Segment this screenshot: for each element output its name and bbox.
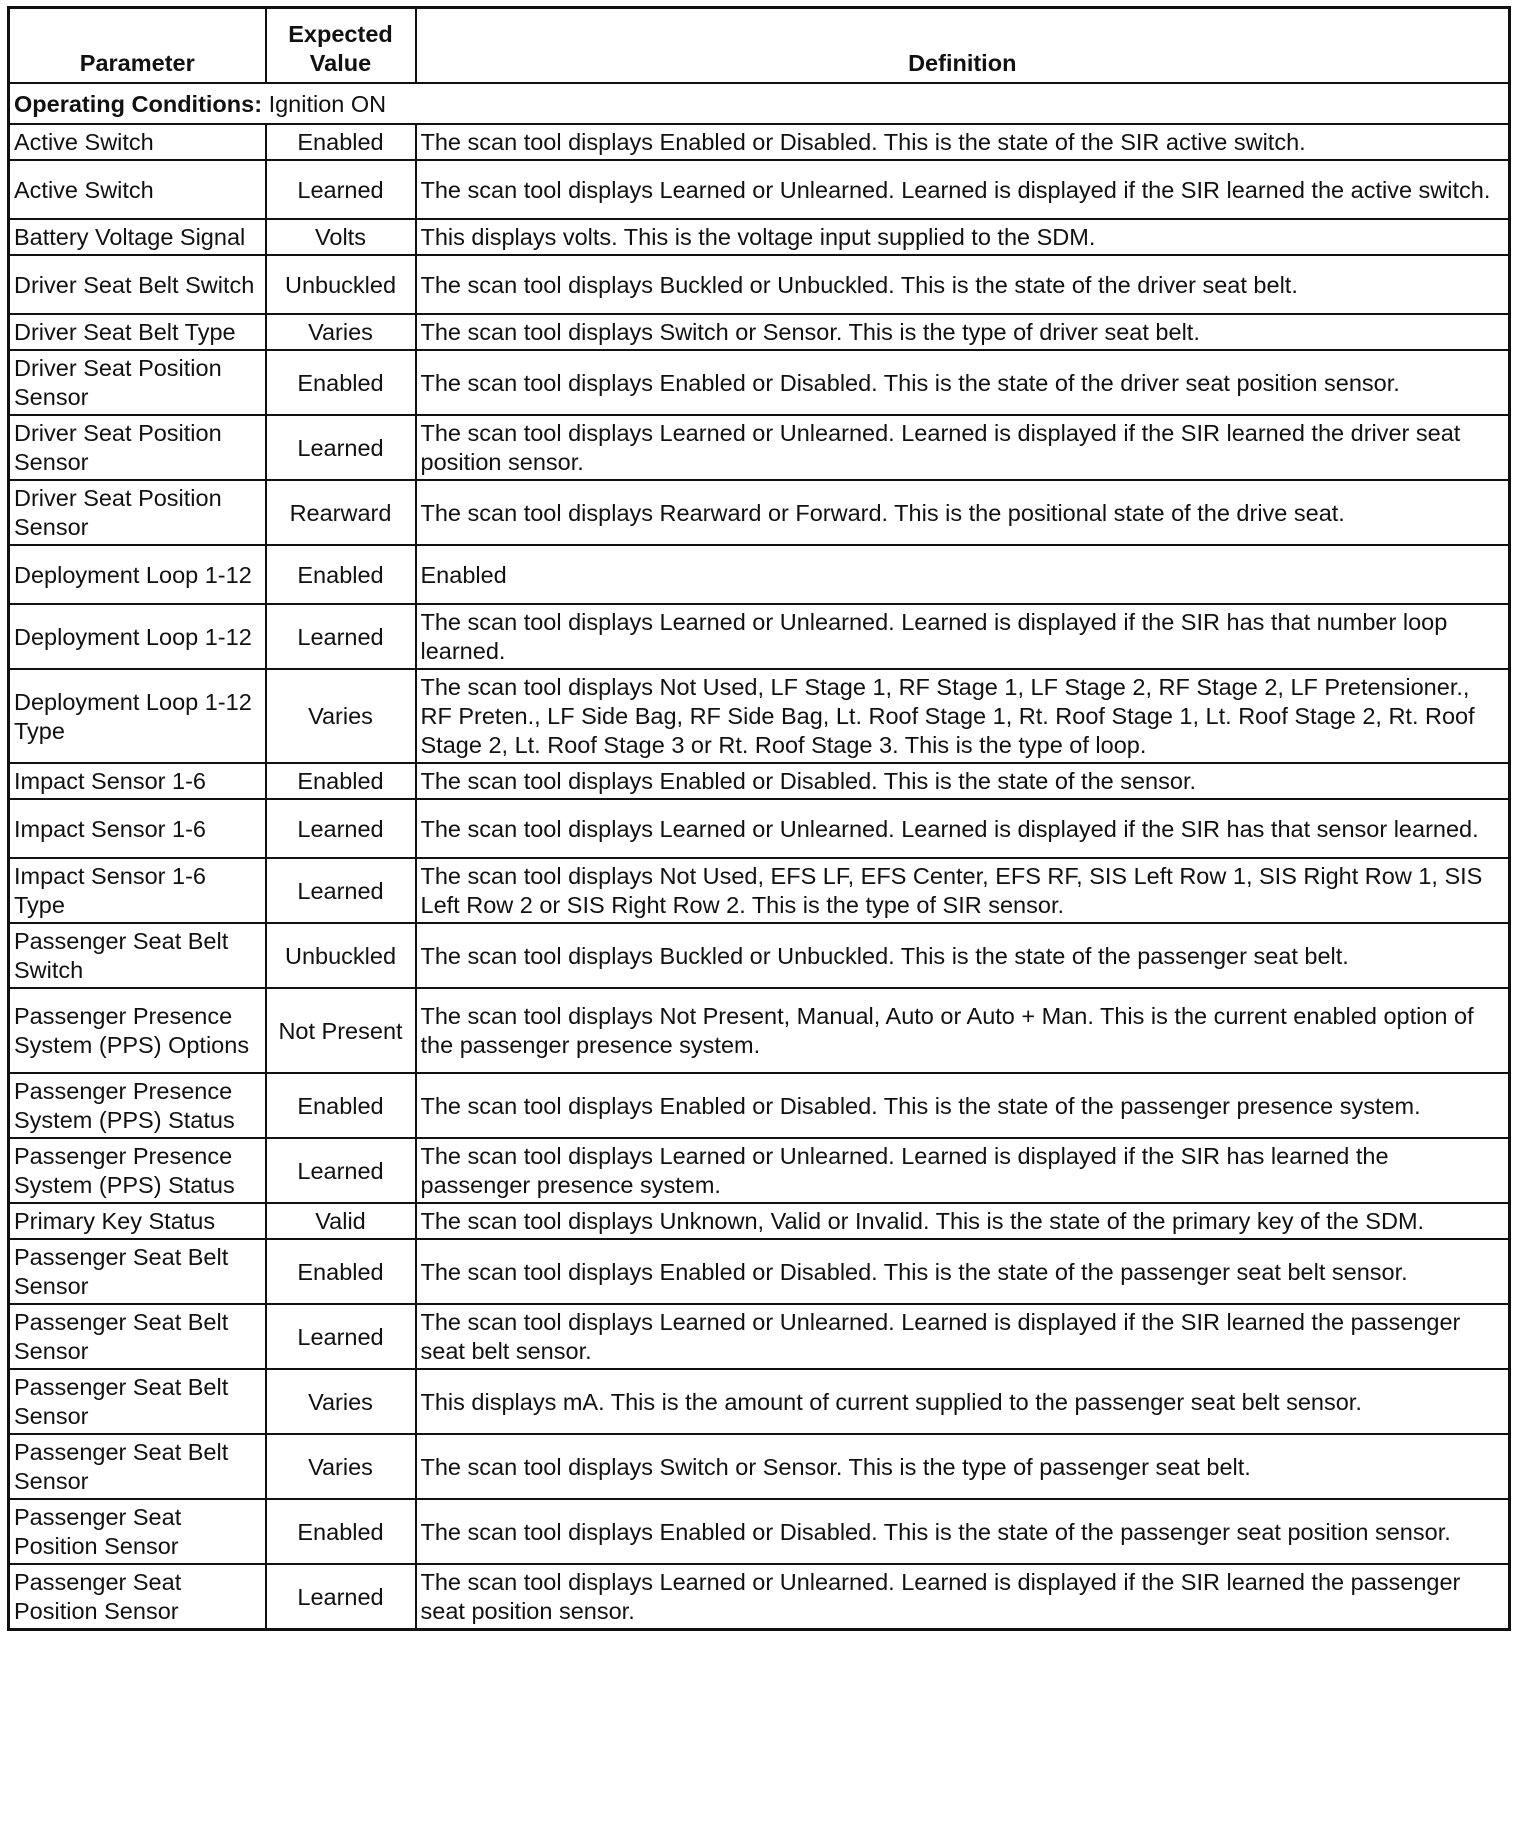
definition-cell: The scan tool displays Learned or Unlearned. Learned is displayed if the SIR learned the driver seat position sensor. bbox=[416, 415, 1510, 480]
parameter-cell: Passenger Presence System (PPS) Options bbox=[9, 988, 266, 1073]
expected-value-cell: Learned bbox=[266, 1564, 416, 1630]
expected-value-cell: Rearward bbox=[266, 480, 416, 545]
table-row bbox=[9, 350, 1510, 415]
parameter-cell: Active Switch bbox=[9, 124, 266, 160]
expected-value-cell: Enabled bbox=[266, 1499, 416, 1564]
definition-cell: The scan tool displays Learned or Unlearned. Learned is displayed if the SIR has that number loop learned. bbox=[416, 604, 1510, 669]
parameter-cell: Passenger Seat Position Sensor bbox=[9, 1564, 266, 1630]
header-expected-value: Expected Value bbox=[266, 8, 416, 84]
table-row bbox=[9, 1138, 1510, 1203]
definition-cell: The scan tool displays Not Used, EFS LF, EFS Center, EFS RF, SIS Left Row 1, SIS Right Row 1, SIS Left Row 2 or SIS Right Row 2. This is the type of SIR sensor. bbox=[416, 858, 1510, 923]
parameter-cell: Driver Seat Position Sensor bbox=[9, 415, 266, 480]
expected-value-cell: Unbuckled bbox=[266, 923, 416, 988]
parameter-cell: Impact Sensor 1-6 bbox=[9, 763, 266, 799]
definition-cell: The scan tool displays Switch or Sensor. This is the type of passenger seat belt. bbox=[416, 1434, 1510, 1499]
parameter-cell: Impact Sensor 1-6 bbox=[9, 799, 266, 858]
expected-value-cell: Enabled bbox=[266, 350, 416, 415]
definition-cell: Enabled bbox=[416, 545, 1510, 604]
scan-tool-data-table bbox=[7, 6, 1511, 1631]
parameter-cell: Deployment Loop 1-12 bbox=[9, 545, 266, 604]
parameter-cell: Passenger Seat Belt Sensor bbox=[9, 1239, 266, 1304]
table-row bbox=[9, 1434, 1510, 1499]
table-row bbox=[9, 923, 1510, 988]
header-parameter: Parameter bbox=[9, 8, 266, 84]
expected-value-cell: Learned bbox=[266, 799, 416, 858]
expected-value-cell: Varies bbox=[266, 1369, 416, 1434]
parameter-cell: Passenger Presence System (PPS) Status bbox=[9, 1138, 266, 1203]
expected-value-cell: Varies bbox=[266, 314, 416, 350]
table-row bbox=[9, 219, 1510, 255]
expected-value-cell: Varies bbox=[266, 669, 416, 763]
parameter-cell: Deployment Loop 1-12 bbox=[9, 604, 266, 669]
parameter-cell: Active Switch bbox=[9, 160, 266, 219]
definition-cell: The scan tool displays Enabled or Disabled. This is the state of the passenger seat position sensor. bbox=[416, 1499, 1510, 1564]
table-row bbox=[9, 988, 1510, 1073]
parameter-cell: Impact Sensor 1-6 Type bbox=[9, 858, 266, 923]
definition-cell: The scan tool displays Learned or Unlearned. Learned is displayed if the SIR has learned the passenger presence system. bbox=[416, 1138, 1510, 1203]
table-header bbox=[9, 8, 1510, 84]
expected-value-cell: Learned bbox=[266, 160, 416, 219]
expected-value-cell: Learned bbox=[266, 1138, 416, 1203]
parameter-cell: Passenger Presence System (PPS) Status bbox=[9, 1073, 266, 1138]
definition-cell: The scan tool displays Learned or Unlearned. Learned is displayed if the SIR learned the active switch. bbox=[416, 160, 1510, 219]
operating-conditions-row bbox=[9, 83, 1510, 124]
definition-cell: The scan tool displays Not Used, LF Stage 1, RF Stage 1, LF Stage 2, RF Stage 2, LF Pretensioner., RF Preten., LF Side Bag, RF Side Bag, Lt. Roof Stage 1, Rt. Roof Stage 1, Lt. Roof Stage 2, Rt. Roof Stage 2, Lt. Roof Stage 3 or Rt. Roof Stage 3. This is the type of loop. bbox=[416, 669, 1510, 763]
expected-value-cell: Unbuckled bbox=[266, 255, 416, 314]
table-row bbox=[9, 314, 1510, 350]
table-row bbox=[9, 858, 1510, 923]
parameter-cell: Driver Seat Position Sensor bbox=[9, 480, 266, 545]
table-row bbox=[9, 415, 1510, 480]
definition-cell: The scan tool displays Learned or Unlearned. Learned is displayed if the SIR has that sensor learned. bbox=[416, 799, 1510, 858]
parameter-cell: Driver Seat Belt Switch bbox=[9, 255, 266, 314]
expected-value-cell: Valid bbox=[266, 1203, 416, 1239]
parameter-cell: Driver Seat Position Sensor bbox=[9, 350, 266, 415]
definition-cell: The scan tool displays Enabled or Disabled. This is the state of the passenger seat belt sensor. bbox=[416, 1239, 1510, 1304]
header-definition: Definition bbox=[416, 8, 1510, 84]
parameter-cell: Passenger Seat Belt Sensor bbox=[9, 1369, 266, 1434]
definition-cell: The scan tool displays Enabled or Disabled. This is the state of the driver seat position sensor. bbox=[416, 350, 1510, 415]
definition-cell: This displays volts. This is the voltage input supplied to the SDM. bbox=[416, 219, 1510, 255]
table-row bbox=[9, 545, 1510, 604]
parameter-cell: Primary Key Status bbox=[9, 1203, 266, 1239]
parameter-cell: Battery Voltage Signal bbox=[9, 219, 266, 255]
definition-cell: The scan tool displays Rearward or Forward. This is the positional state of the drive seat. bbox=[416, 480, 1510, 545]
expected-value-cell: Volts bbox=[266, 219, 416, 255]
expected-value-cell: Learned bbox=[266, 415, 416, 480]
expected-value-cell: Learned bbox=[266, 858, 416, 923]
definition-cell: This displays mA. This is the amount of current supplied to the passenger seat belt sensor. bbox=[416, 1369, 1510, 1434]
definition-cell: The scan tool displays Enabled or Disabled. This is the state of the passenger presence system. bbox=[416, 1073, 1510, 1138]
table-row bbox=[9, 160, 1510, 219]
operating-conditions-label: Operating Conditions: bbox=[14, 90, 263, 117]
expected-value-cell: Enabled bbox=[266, 1073, 416, 1138]
operating-conditions-value: Ignition ON bbox=[262, 90, 387, 117]
table-row bbox=[9, 1239, 1510, 1304]
table-row bbox=[9, 1499, 1510, 1564]
table-row bbox=[9, 124, 1510, 160]
parameter-cell: Passenger Seat Belt Switch bbox=[9, 923, 266, 988]
expected-value-cell: Learned bbox=[266, 1304, 416, 1369]
expected-value-cell: Enabled bbox=[266, 124, 416, 160]
parameter-cell: Deployment Loop 1-12 Type bbox=[9, 669, 266, 763]
table-row bbox=[9, 1564, 1510, 1630]
definition-cell: The scan tool displays Buckled or Unbuckled. This is the state of the passenger seat belt. bbox=[416, 923, 1510, 988]
parameter-cell: Passenger Seat Position Sensor bbox=[9, 1499, 266, 1564]
table-row bbox=[9, 763, 1510, 799]
expected-value-cell: Not Present bbox=[266, 988, 416, 1073]
definition-cell: The scan tool displays Enabled or Disabled. This is the state of the sensor. bbox=[416, 763, 1510, 799]
table-row bbox=[9, 669, 1510, 763]
definition-cell: The scan tool displays Learned or Unlearned. Learned is displayed if the SIR learned the passenger seat belt sensor. bbox=[416, 1304, 1510, 1369]
expected-value-cell: Enabled bbox=[266, 1239, 416, 1304]
parameter-cell: Passenger Seat Belt Sensor bbox=[9, 1434, 266, 1499]
parameter-cell: Passenger Seat Belt Sensor bbox=[9, 1304, 266, 1369]
definition-cell: The scan tool displays Not Present, Manual, Auto or Auto + Man. This is the current enabled option of the passenger presence system. bbox=[416, 988, 1510, 1073]
expected-value-cell: Enabled bbox=[266, 545, 416, 604]
expected-value-cell: Learned bbox=[266, 604, 416, 669]
table-body bbox=[9, 83, 1510, 1630]
definition-cell: The scan tool displays Switch or Sensor. This is the type of driver seat belt. bbox=[416, 314, 1510, 350]
table-row bbox=[9, 1304, 1510, 1369]
parameter-cell: Driver Seat Belt Type bbox=[9, 314, 266, 350]
definition-cell: The scan tool displays Enabled or Disabled. This is the state of the SIR active switch. bbox=[416, 124, 1510, 160]
table-row bbox=[9, 604, 1510, 669]
expected-value-cell: Enabled bbox=[266, 763, 416, 799]
header-row bbox=[9, 8, 1510, 84]
table-row bbox=[9, 799, 1510, 858]
table-row bbox=[9, 255, 1510, 314]
table-row bbox=[9, 1073, 1510, 1138]
definition-cell: The scan tool displays Unknown, Valid or Invalid. This is the state of the primary key of the SDM. bbox=[416, 1203, 1510, 1239]
definition-cell: The scan tool displays Buckled or Unbuckled. This is the state of the driver seat belt. bbox=[416, 255, 1510, 314]
table-row bbox=[9, 1203, 1510, 1239]
definition-cell: The scan tool displays Learned or Unlearned. Learned is displayed if the SIR learned the passenger seat position sensor. bbox=[416, 1564, 1510, 1630]
table-row bbox=[9, 1369, 1510, 1434]
table-row bbox=[9, 480, 1510, 545]
expected-value-cell: Varies bbox=[266, 1434, 416, 1499]
operating-conditions-cell bbox=[9, 83, 1510, 124]
